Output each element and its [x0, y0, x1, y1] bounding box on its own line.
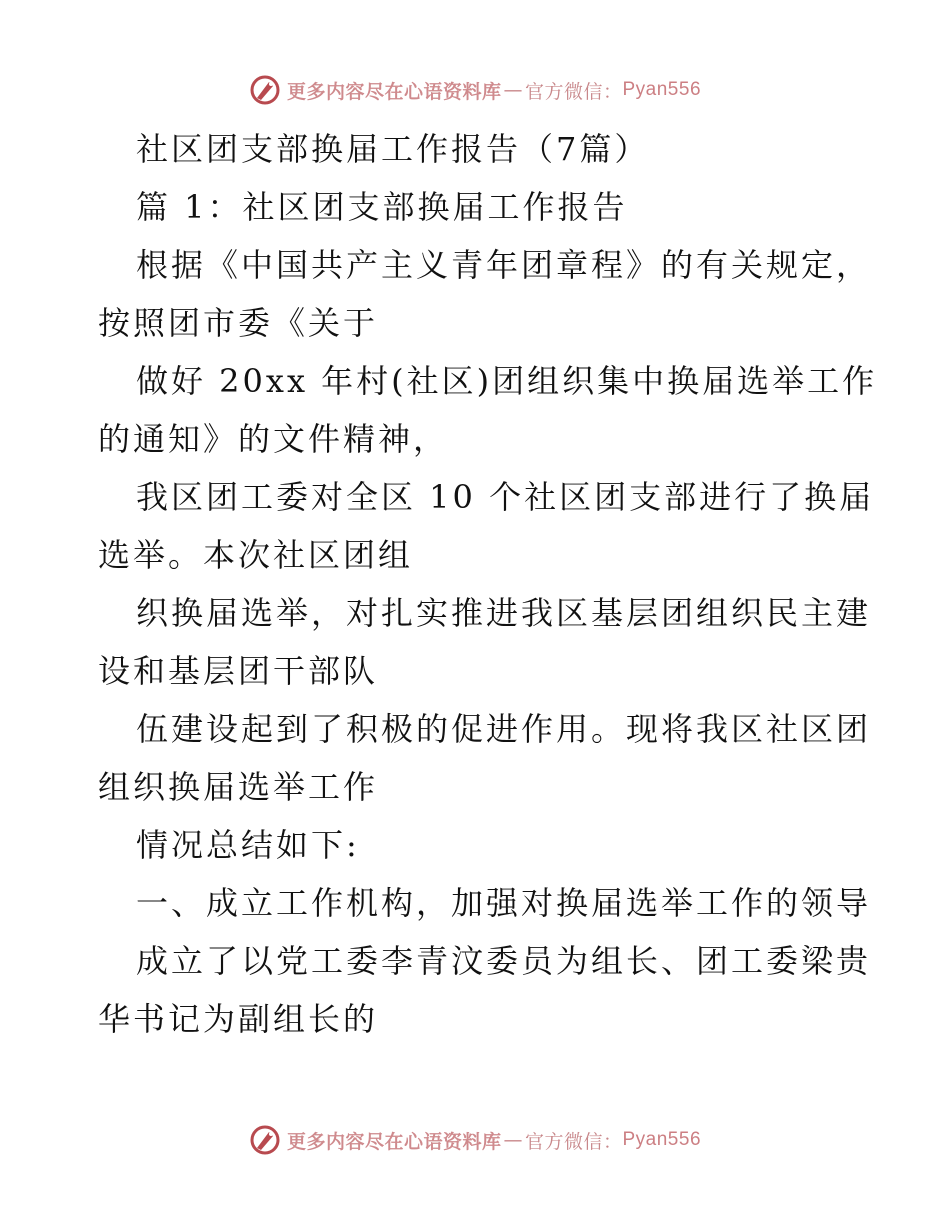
document-body	[98, 120, 878, 1048]
watermark-brand: 更多内容尽在心语资料库	[286, 80, 502, 103]
watermark-dash: —	[503, 79, 523, 101]
pen-logo-icon	[249, 1124, 281, 1156]
pen-logo-icon	[249, 74, 281, 106]
watermark-dash: —	[503, 1129, 523, 1151]
watermark-id: Pyan556	[622, 79, 702, 100]
text-line: 组织换届选举工作	[98, 768, 379, 806]
text-line: 一、成立工作机构，加强对换届选举工作的领导	[136, 884, 872, 922]
watermark-brand: 更多内容尽在心语资料库	[286, 1130, 502, 1153]
text-line: 社区团支部换届工作报告（7篇）	[136, 130, 650, 168]
text-line: 按照团市委《关于	[98, 304, 379, 342]
text-line: 选举。本次社区团组	[98, 536, 414, 574]
text-line: 根据《中国共产主义青年团章程》的有关规定，	[136, 246, 872, 284]
watermark-id: Pyan556	[622, 1129, 702, 1150]
text-line: 我区团工委对全区 10 个社区团支部进行了换届	[136, 478, 875, 516]
watermark-label: 官方微信：	[524, 80, 623, 103]
text-line: 情况总结如下:	[136, 826, 360, 864]
footer-watermark	[0, 1120, 950, 1160]
text-line: 成立了以党工委李青汶委员为组长、团工委梁贵	[136, 942, 872, 980]
text-line: 的通知》的文件精神，	[98, 420, 449, 458]
watermark-label: 官方微信：	[524, 1130, 623, 1153]
text-line: 伍建设起到了积极的促进作用。现将我区社区团	[136, 710, 872, 748]
text-line: 篇 1：社区团支部换届工作报告	[136, 188, 628, 226]
text-line: 做好 20xx 年村(社区)团组织集中换届选举工作	[136, 362, 878, 400]
text-line: 织换届选举，对扎实推进我区基层团组织民主建	[136, 594, 872, 632]
text-line: 华书记为副组长的	[98, 1000, 379, 1038]
header-watermark	[0, 70, 950, 110]
text-line: 设和基层团干部队	[98, 652, 379, 690]
